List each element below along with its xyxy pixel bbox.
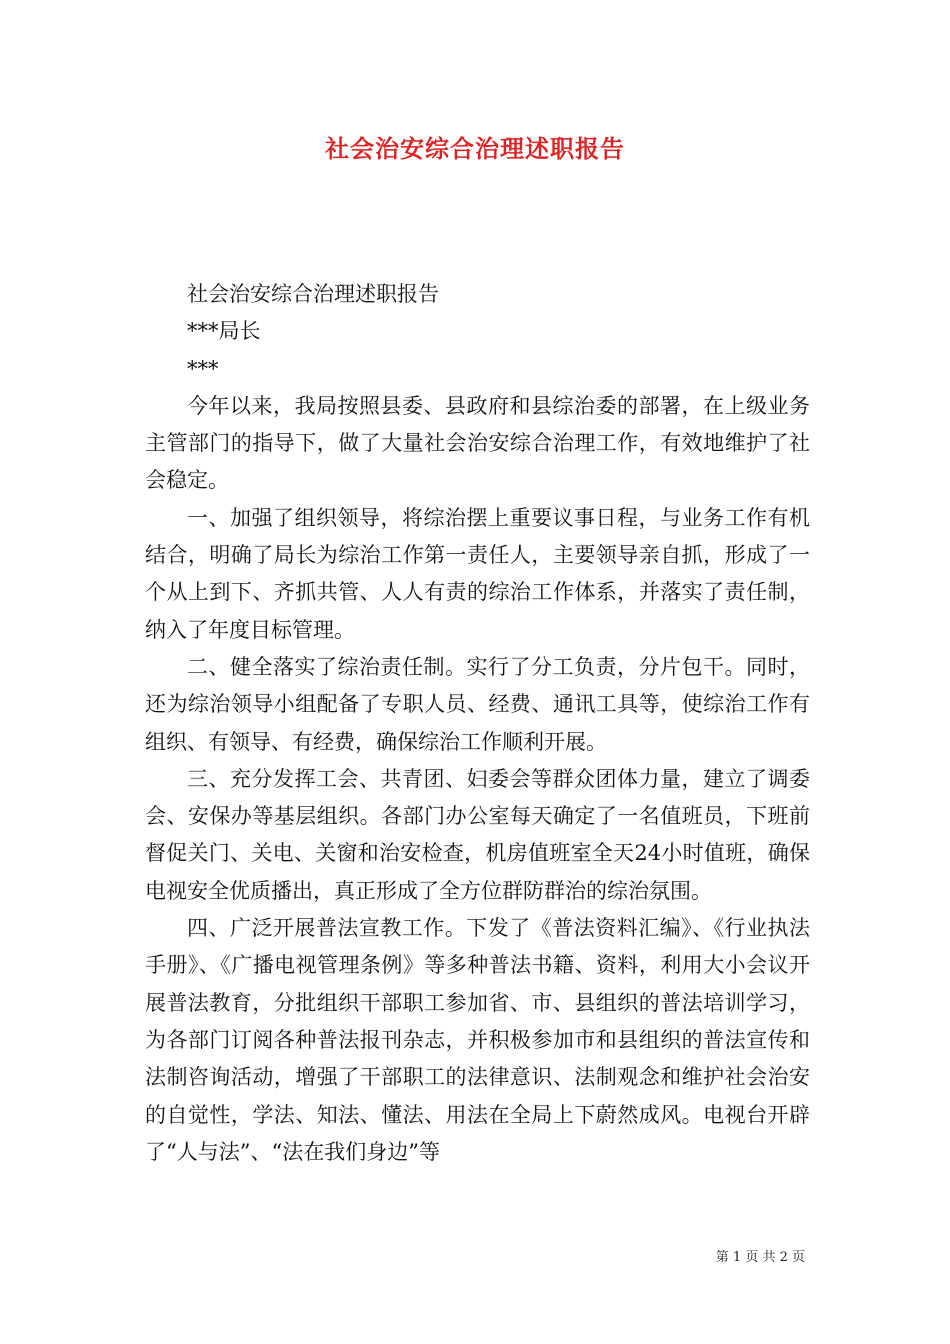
document-body <box>145 276 810 1171</box>
subtitle-line: 社会治安综合治理述职报告 <box>187 282 439 306</box>
page-indicator: 第 1 页 共 2 页 <box>715 1250 805 1265</box>
author-name: *** <box>187 356 219 381</box>
paragraph-section-2: 二、健全落实了综治责任制。实行了分工负责，分片包干。同时，还为综治领导小组配备了专职人员、经费、通讯工具等，使综治工作有组织、有领导、有经费，确保综治工作顺利开展。 <box>145 654 810 754</box>
paragraph-section-1: 一、加强了组织领导，将综治摆上重要议事日程，与业务工作有机结合，明确了局长为综治工作第一责任人，主要领导亲自抓，形成了一个从上到下、齐抓共管、人人有责的综治工作体系，并落实了责任制，纳入了年度目标管理。 <box>145 505 810 642</box>
paragraph-section-3: 三、充分发挥工会、共青团、妇委会等群众团体力量，建立了调委会、安保办等基层组织。各部门办公室每天确定了一名值班员，下班前督促关门、关电、关窗和治安检查，机房值班室全天24小时值班，确保电视安全优质播出，真正形成了全方位群防群治的综治氛围。 <box>145 766 810 903</box>
document-title: 社会治安综合治理述职报告 <box>325 134 625 163</box>
paragraph-section-4: 四、广泛开展普法宣教工作。下发了《普法资料汇编》、《行业执法手册》、《广播电视管理条例》等多种普法书籍、资料，利用大小会议开展普法教育，分批组织干部职工参加省、市、县组织的普法培训学习，为各部门订阅各种普法报刊杂志，并积极参加市和县组织的普法宣传和法制咨询活动，增强了干部职工的法律意识、法制观念和维护社会治安的自觉性，学法、知法、懂法、用法在全局上下蔚然成风。电视台开辟了“人与法”、“法在我们身边”等 <box>145 916 810 1164</box>
paragraph-intro: 今年以来，我局按照县委、县政府和县综治委的部署，在上级业务主管部门的指导下，做了大量社会治安综合治理工作，有效地维护了社会稳定。 <box>145 393 810 493</box>
author-line: ***局长 <box>187 319 261 344</box>
